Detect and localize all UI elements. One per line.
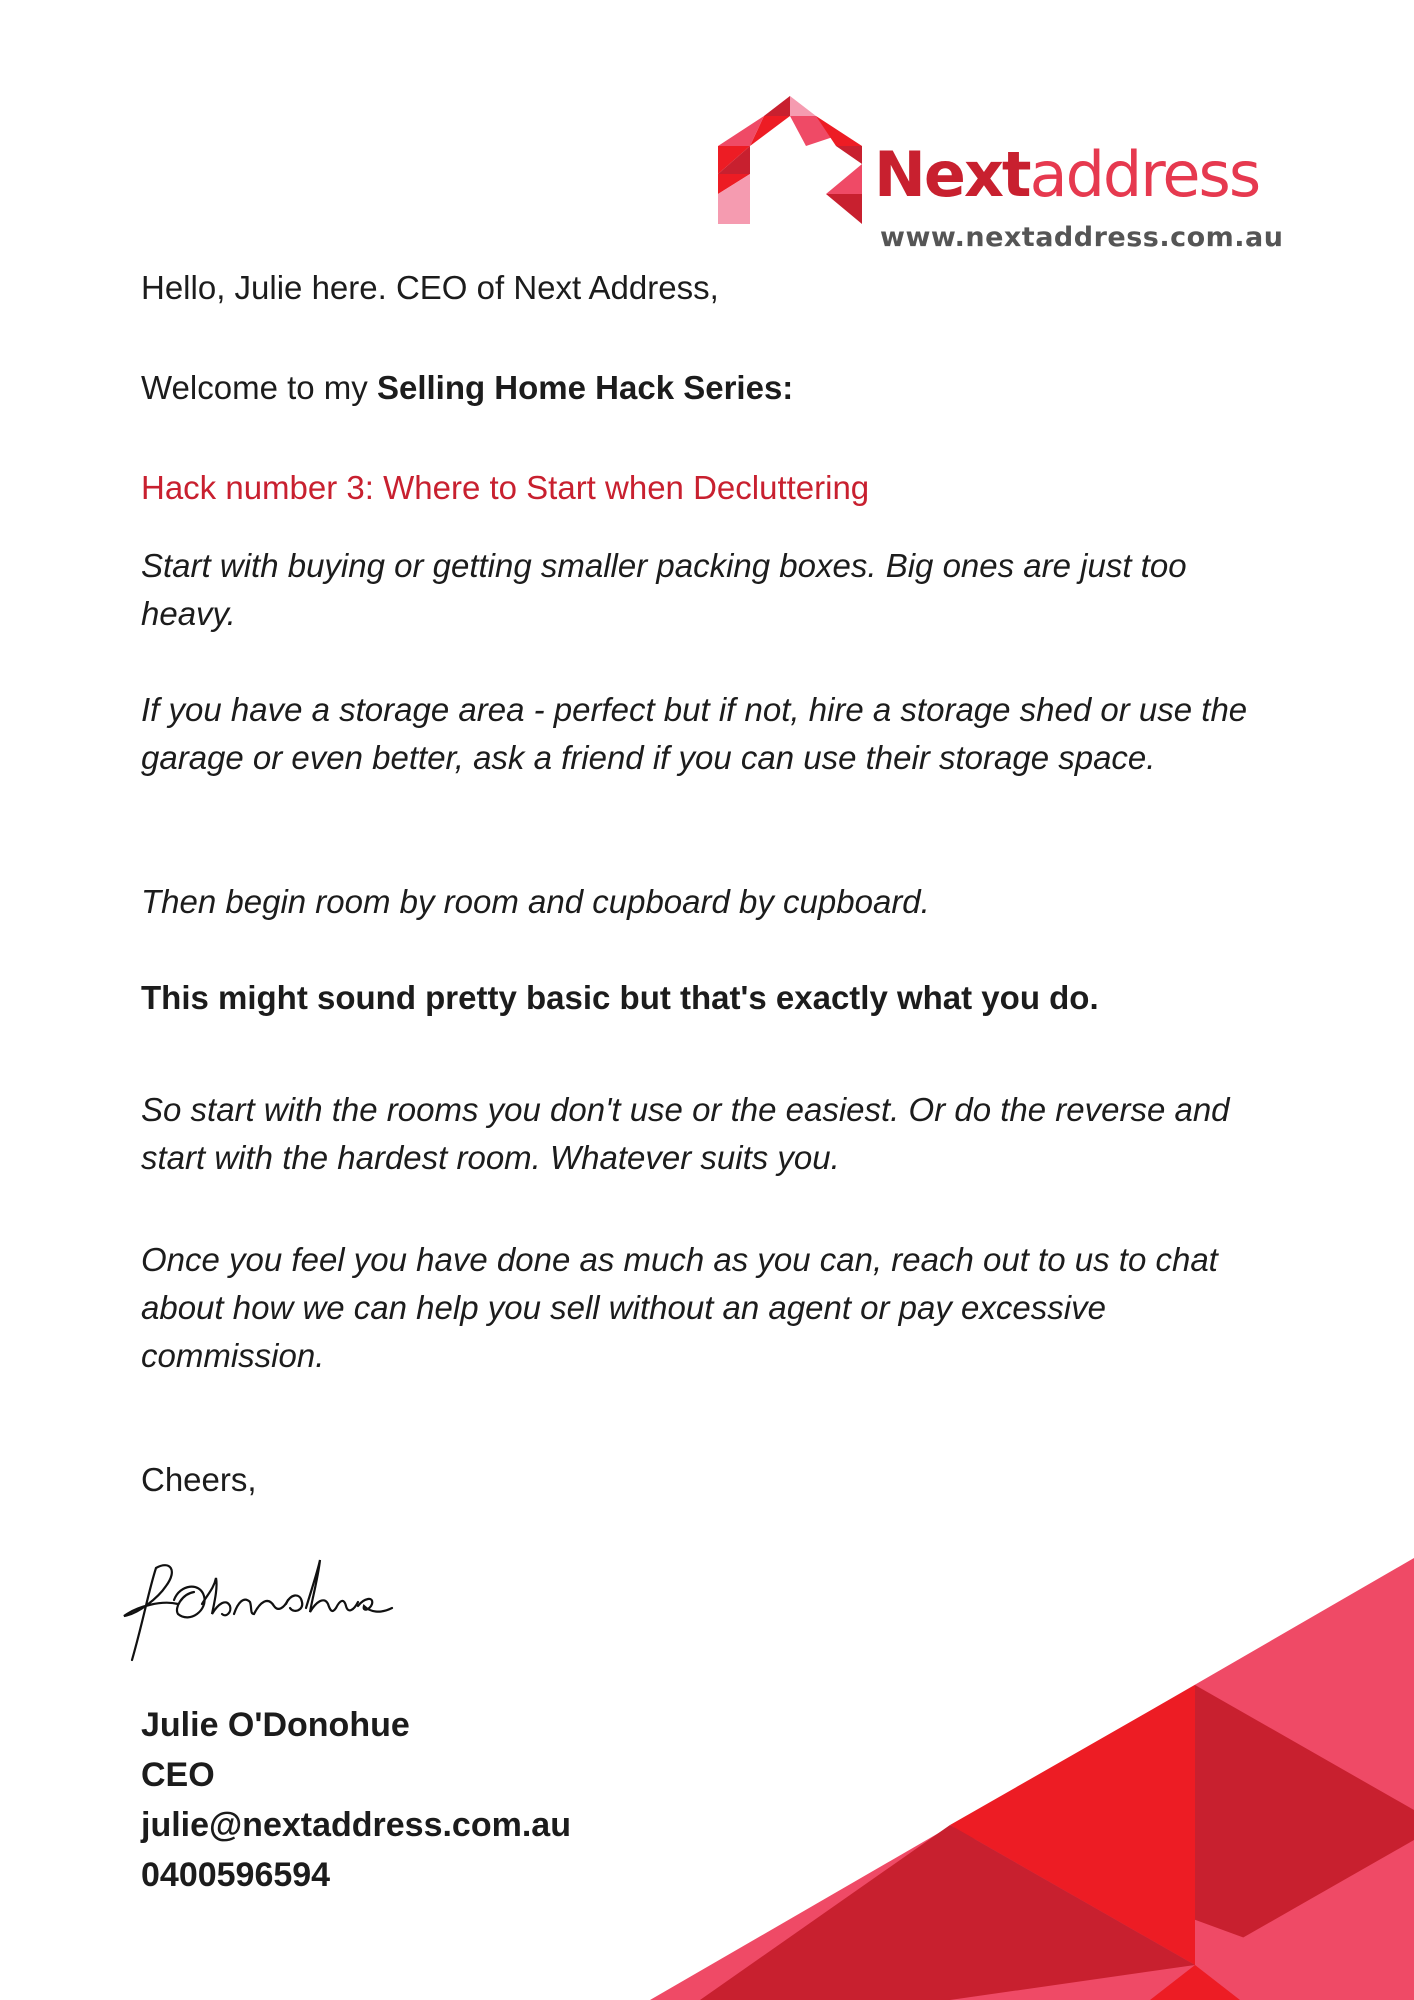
signer-title: CEO (141, 1756, 215, 1794)
paragraph-reach-out: Once you feel you have done as much as you can, reach out to us to chat about how we can help you sell without an agent or pay excessive commission. (141, 1241, 1218, 1374)
series-title: Selling Home Hack Series: (376, 369, 794, 406)
hack-title: Hack number 3: Where to Start when Decluttering (141, 469, 870, 506)
paragraph-storage: If you have a storage area - perfect but if not, hire a storage shed or use the garage or even better, ask a friend if you can use their storage space. (141, 691, 1248, 776)
signer-email[interactable]: julie@nextaddress.com.au (141, 1806, 571, 1844)
house-logo-icon (716, 94, 876, 224)
welcome-line (141, 364, 1281, 412)
paragraph-room-by-room: Then begin room by room and cupboard by cupboard. (141, 883, 930, 920)
paragraph-start-rooms: So start with the rooms you don't use or the easiest. Or do the reverse and start with the hardest room. Whatever suits you. (141, 1091, 1230, 1176)
paragraph-basic-emphasis: This might sound pretty basic but that's exactly what you do. (141, 979, 1099, 1016)
signer-phone[interactable]: 0400596594 (141, 1856, 331, 1894)
paragraph-boxes: Start with buying or getting smaller packing boxes. Big ones are just too heavy. (141, 547, 1187, 632)
welcome-prefix: Welcome to my (141, 369, 377, 406)
closing-line: Cheers, (141, 1461, 257, 1498)
logo-url: www.nextaddress.com.au (880, 222, 1284, 253)
company-logo (716, 94, 1296, 254)
greeting-line: Hello, Julie here. CEO of Next Address, (141, 269, 719, 306)
handwritten-signature (118, 1548, 408, 1668)
signer-name: Julie O'Donohue (141, 1706, 410, 1744)
signature-block (141, 1700, 571, 1900)
logo-wordmark: Nextaddress (874, 138, 1260, 211)
